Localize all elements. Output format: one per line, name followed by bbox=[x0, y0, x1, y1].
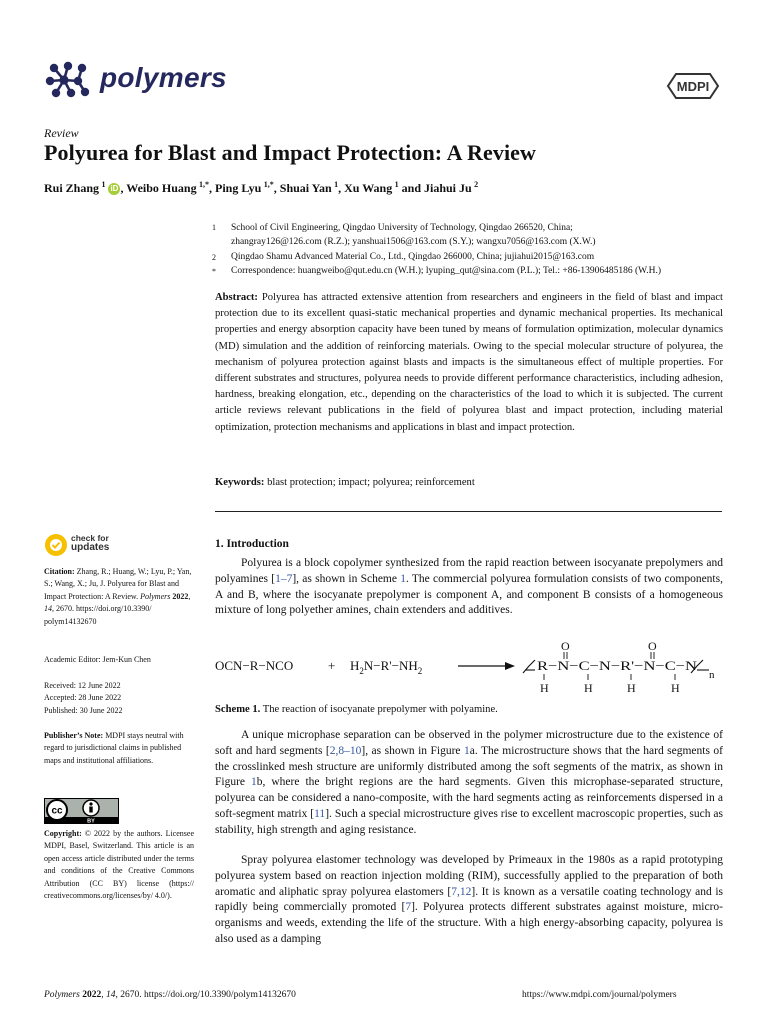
scheme-caption-label: Scheme 1. bbox=[215, 704, 261, 715]
author-name[interactable]: Ping Lyu bbox=[215, 181, 262, 195]
text: ]. Such a special microstructure gives rise to excellent macroscopic properties, such as stability, high strength and aging resistance. bbox=[215, 807, 723, 836]
dates bbox=[44, 680, 194, 717]
citation-link[interactable]: 7,12 bbox=[451, 885, 472, 898]
text: a. The microstructure shows that the hard segments of the crosslinked mesh structure are uniformly distributed among the soft segments of the matrix, as shown in Figure bbox=[215, 744, 723, 789]
repeat-n: n bbox=[709, 669, 715, 681]
text: ], as shown in Scheme bbox=[292, 572, 401, 585]
orcid-icon[interactable]: iD bbox=[110, 184, 119, 194]
reactant-amine: $H_2N-R'-NH_2$ bbox=[350, 658, 423, 676]
correspondence: Correspondence: huangweibo@qut.edu.cn (W.H.); lyuping_qut@sina.com (P.L.); Tel.: +86-13906485186 (W.H.) bbox=[231, 266, 662, 276]
citation-label: Citation: bbox=[44, 567, 75, 576]
footer-doi-link[interactable]: , 2670. https://doi.org/10.3390/polym14132670 bbox=[115, 990, 296, 1000]
author-name[interactable]: Weibo Huang bbox=[126, 181, 197, 195]
paragraph-3 bbox=[215, 853, 723, 948]
citation-year: 2022 bbox=[172, 591, 189, 601]
paragraph-2 bbox=[215, 728, 723, 839]
affiliation-text: School of Civil Engineering, Qingdao University of Technology, Qingdao 266520, China; bbox=[231, 223, 573, 233]
affiliation-text: Qingdao Shamu Advanced Material Co., Ltd., Qingdao 266000, China; jujiahui2015@163.com bbox=[231, 252, 595, 262]
copyright-text: © 2022 by the authors. Licensee MDPI, Basel, Switzerland. This article is an open access article distributed under the terms and conditions of the Creative Commons Attribution (CC BY) license (https:// creativecommons.org/licenses/by/ 4.0/). bbox=[44, 829, 195, 901]
academic-editor: Academic Editor: Jem-Kun Chen bbox=[44, 655, 151, 664]
updates-label: updates bbox=[71, 542, 110, 553]
plus-sign: + bbox=[328, 658, 336, 673]
section-heading: 1. Introduction bbox=[215, 538, 289, 550]
reaction-scheme bbox=[215, 640, 725, 698]
journal-logo[interactable] bbox=[44, 58, 227, 102]
publisher-note bbox=[44, 730, 194, 767]
product-polyurea bbox=[523, 640, 715, 695]
citation-link[interactable]: 2,8–10 bbox=[329, 744, 362, 757]
author-name[interactable]: Jiahui Ju bbox=[424, 181, 472, 195]
paragraph-1 bbox=[215, 556, 723, 619]
author-affil: 1 bbox=[101, 180, 106, 189]
product-chain: R−N−C−N−R'−N−C−N bbox=[537, 658, 698, 673]
author-name[interactable]: Rui Zhang bbox=[44, 181, 100, 195]
figure-link[interactable]: 1 bbox=[251, 776, 257, 789]
published-date: Published: 30 June 2022 bbox=[44, 705, 123, 715]
author-name[interactable]: Xu Wang bbox=[344, 181, 393, 195]
journal-url-link[interactable]: https://www.mdpi.com/journal/polymers bbox=[522, 990, 677, 1000]
mdpi-logo-text: MDPI bbox=[676, 79, 710, 94]
author-affil: 1,* bbox=[263, 180, 274, 189]
hydrogen: H bbox=[540, 681, 549, 695]
reaction-arrow bbox=[458, 662, 515, 670]
hydrogen: H bbox=[627, 681, 636, 695]
author-list: Rui Zhang $^1$ iD , Weibo Huang $^{1,*}$, Ping Lyu $^{1,*}$, Shuai Yan $^1$, Xu Wang $^1$ and Jiahui Ju $^2$ bbox=[44, 180, 479, 195]
page-title: Polyurea for Blast and Impact Protection: A Review bbox=[44, 140, 537, 165]
scheme-link[interactable]: 1 bbox=[400, 572, 406, 585]
cc-by-text: BY bbox=[87, 818, 95, 824]
abstract-text: Polyurea has attracted extensive attention from researchers and engineers in the field of blast and impact protection due to its excellent quasi-static mechanical properties and dynamic mechanical properties. Its mechanical properties and energy absorption capacity have been tuned by means of formulation optimization, molecular dynamics (MD) simulation and the addition of reinforcing materials. Owing to the special molecular structure of polyurea, the mechanism of polyurea protection against blasts and impacts is the simultaneous effect of multiple properties. For different substrates and structures, polyurea needs to provide different performance characteristics, including adhesion, hardness, breaking elongation, etc., depending on the characteristics of the load to which it is subjected. The current article reviews relevant publications in the field of polyurea blast and impact protection, including material optimization, protection mechanisms and applications in blast and impact protection. bbox=[215, 292, 723, 433]
citation-doi[interactable]: , 2670. https://doi.org/10.3390/ polym14132670 bbox=[44, 604, 152, 626]
citation-link[interactable]: 1–7 bbox=[275, 572, 293, 585]
scheme-caption-text: The reaction of isocyanate prepolymer with polyamine. bbox=[262, 704, 498, 715]
author-affil: 2 bbox=[474, 180, 479, 189]
check-for-updates-button[interactable] bbox=[44, 533, 154, 559]
mdpi-logo[interactable] bbox=[666, 72, 720, 100]
abstract-label: Abstract: bbox=[215, 292, 258, 303]
footer-volume: 14 bbox=[106, 990, 116, 1000]
affiliation-number: 2 bbox=[212, 253, 216, 262]
hydrogen: H bbox=[671, 681, 680, 695]
carbonyl-o: O bbox=[561, 640, 570, 653]
check-updates-icon bbox=[44, 533, 68, 557]
text: Spray polyurea elastomer technology was developed by Primeaux in the 1980s as a rapid prototyping polyurea system based on reaction injection molding (RIM), successfully applied to the preparation of both aromatic and aliphatic spray polyurea elastomers [ bbox=[215, 854, 723, 898]
copyright bbox=[44, 828, 194, 902]
cc-by-license-badge[interactable] bbox=[44, 798, 119, 824]
author-name[interactable]: Shuai Yan bbox=[279, 181, 332, 195]
abstract bbox=[215, 290, 723, 436]
copyright-label: Copyright: bbox=[44, 829, 82, 838]
affiliations bbox=[0, 220, 768, 280]
footer-year: 2022 bbox=[82, 990, 102, 1000]
hydrogen: H bbox=[584, 681, 593, 695]
citation-link[interactable]: 7 bbox=[405, 901, 412, 914]
publisher-note-label: Publisher’s Note: bbox=[44, 731, 104, 740]
text: A unique microphase separation can be observed in the polymer microstructure due to the existence of soft and hard segments [ bbox=[215, 729, 723, 757]
keywords-text: blast protection; impact; polyurea; reinforcement bbox=[267, 477, 475, 488]
citation-journal: Polymers bbox=[140, 591, 171, 601]
figure-link[interactable]: 1 bbox=[463, 744, 470, 757]
journal-name: polymers bbox=[100, 62, 227, 93]
citation: Citation: Zhang, R.; Huang, W.; Lyu, P.; Yan, S.; Wang, X.; Ju, J. Polyurea for Blast and Impact Protection: A Review. Polymers 2022, 14, 2670. https://doi.org/10.3390/ polym14132670 bbox=[44, 567, 192, 626]
citation-text: Zhang, R.; Huang, W.; Lyu, P.; Yan, S.; Wang, X.; Ju, J. Polyurea for Blast and Impact Protection: A Review. bbox=[44, 567, 192, 601]
affiliation-number: 1 bbox=[212, 223, 216, 232]
author-affil: 1 bbox=[394, 180, 399, 189]
accepted-date: Accepted: 28 June 2022 bbox=[44, 693, 122, 703]
text: . The commercial polyurea formulation consists of two components, A and B, where the isocyanate prepolymer is component A, and component B consists of a homogeneous mixture of long polyether amines, chain extenders and additives. bbox=[215, 572, 723, 617]
text: Polyurea is a block copolymer synthesized from the rapid reaction between isocyanate prepolymers and polyamines [ bbox=[215, 557, 723, 585]
received-date: Received: 12 June 2022 bbox=[44, 681, 121, 690]
text: ]. Polyurea protects different substrates against moisture, micro-organisms and weeds, extending the life of the structure. With a high energy-absorbing capacity, polyurea is also used as a damping bbox=[215, 901, 723, 945]
divider bbox=[215, 511, 722, 512]
citation-volume: 14 bbox=[44, 604, 52, 614]
article-type: Review bbox=[44, 126, 79, 140]
check-label: check for bbox=[71, 533, 109, 543]
publisher-note-text: MDPI stays neutral with regard to jurisdictional claims in published maps and institutional affiliations. bbox=[44, 731, 184, 765]
polymers-logo-icon bbox=[44, 60, 92, 100]
affiliation-emails: zhangray126@126.com (R.Z.); yanshuai1506@163.com (S.Y.); wangxu7056@163.com (X.W.) bbox=[231, 237, 596, 247]
reactant-isocyanate: OCN−R−NCO bbox=[215, 658, 294, 673]
author-affil: 1 bbox=[334, 180, 339, 189]
keywords-label: Keywords: bbox=[215, 477, 265, 488]
text: ]. It is known as a versatile coating technology and is rapidly being commercially promoted [ bbox=[215, 885, 723, 914]
text: ], as shown in Figure bbox=[361, 744, 464, 757]
carbonyl-o: O bbox=[648, 640, 657, 653]
citation-link[interactable]: 11 bbox=[314, 807, 326, 820]
keywords bbox=[215, 477, 475, 488]
affiliation-number: * bbox=[212, 267, 216, 276]
text: b, where the bright regions are the hard segments. Given this microphase-separated structure, polyurea can be considered a nano-composite, with the hard segments acting as reinforcements dispersed in a soft-segment matrix [ bbox=[215, 776, 723, 820]
footer-citation: Polymers 2022, 14, 2670. https://doi.org/10.3390/polym14132670 bbox=[44, 990, 296, 1000]
cc-text: cc bbox=[51, 805, 63, 817]
footer-journal: Polymers bbox=[44, 990, 80, 1000]
author-affil: 1,* bbox=[199, 180, 209, 189]
scheme-caption bbox=[215, 704, 498, 715]
